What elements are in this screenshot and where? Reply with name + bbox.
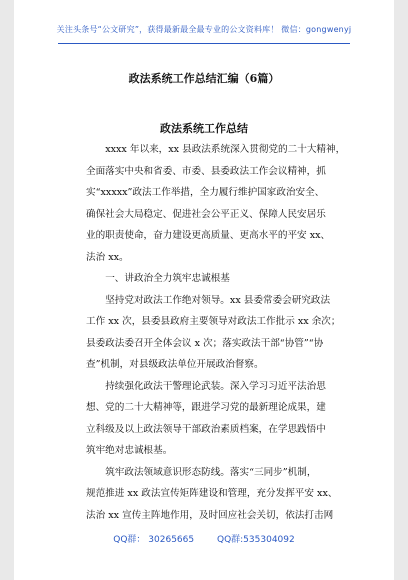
body-line: 持续强化政法干警理论武装。深入学习习近平法治思 — [105, 380, 326, 392]
body-line: 立科级及以上政法领导干部政治素质档案，在学思践悟中 — [86, 423, 326, 435]
body-line: 法治 xx。 — [86, 251, 129, 263]
body-line: xxxx 年以来，xx 县政法系统深入贯彻党的二十大精神， — [105, 144, 346, 155]
body-line: 确保社会大局稳定、促进社会公平正义、保障人民安居乐 — [86, 208, 326, 220]
body-line: 坚持党对政法工作绝对领导。xx 县委常委会研究政法 — [105, 294, 331, 306]
body-line: 法治 xx 宣传主阵地作用，及时回应社会关切，依法打击网 — [86, 509, 334, 521]
footer — [14, 532, 394, 545]
body-text — [86, 139, 360, 526]
body-line: 业的职责使命，奋力建设更高质量、更高水平的平安 xx、 — [86, 230, 331, 241]
footer-qq-group-1: QQ群： 30265665 — [113, 535, 195, 545]
body-line: 工作 xx 次，县委县政府主要领导对政法工作批示 xx 余次； — [86, 316, 341, 327]
body-line: 筑牢绝对忠诚根基。 — [86, 445, 173, 456]
header-note: 关注头条号“公文研究”，获得最新最全最专业的公文资料库！ 微信：gongwenyj — [56, 25, 352, 34]
body-line: 规范推进 xx 政法宣传矩阵建设和管理，充分发挥平安 xx、 — [86, 488, 338, 499]
body-line: 全面落实中央和省委、市委、县委政法工作会议精神，抓 — [86, 165, 326, 177]
section-title: 政法系统工作总结 — [160, 122, 248, 135]
document-page — [14, 0, 394, 580]
body-line: 想、党的二十大精神等，跟进学习党的最新理论成果，建 — [86, 402, 326, 413]
body-line: 县委政法委召开全体会议 x 次；落实政法干部“协管”“协 — [86, 337, 324, 349]
footer-qq-group-2: QQ群:535304092 — [216, 535, 295, 545]
document-title: 政法系统工作总结汇编（6篇） — [128, 72, 280, 85]
header-divider — [58, 43, 350, 44]
body-line: 筑牢政法领域意识形态防线。落实“三同步”机制， — [105, 466, 317, 478]
body-line: 查”机制，对县级政法单位开展政治督察。 — [86, 359, 264, 370]
body-line: 实“xxxxx”政法工作举措，全力履行维护国家政治安全、 — [86, 187, 325, 198]
heading-line: 一、讲政治全力筑牢忠诚根基 — [105, 273, 230, 284]
